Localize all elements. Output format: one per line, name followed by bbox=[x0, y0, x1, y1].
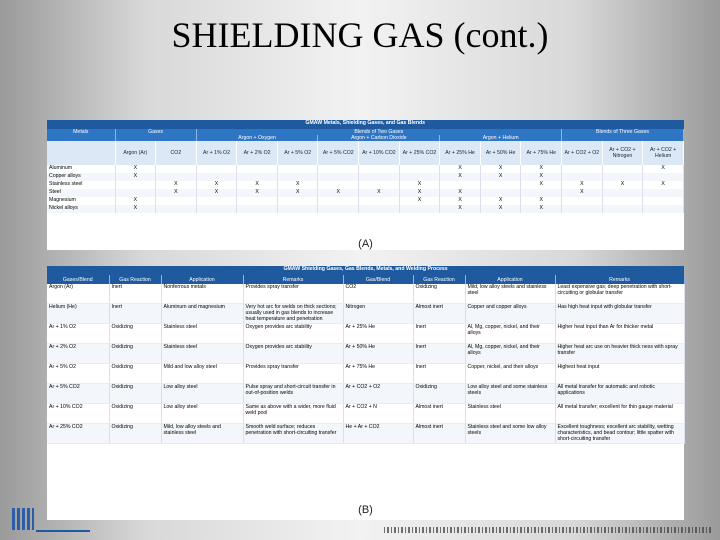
table-cell: Oxygen provides arc stability bbox=[243, 344, 343, 364]
compat-cell: X bbox=[480, 197, 521, 205]
table-a-caption: GMAW Metals, Shielding Gases, and Gas Blends bbox=[47, 120, 684, 129]
compat-cell bbox=[318, 165, 359, 173]
compat-cell: X bbox=[643, 181, 684, 189]
compat-cell bbox=[318, 173, 359, 181]
table-cell: Ar + 25% He bbox=[343, 324, 413, 344]
table-a-col-header: Ar + 5% O2 bbox=[277, 141, 318, 165]
compat-cell: X bbox=[399, 189, 440, 197]
table-cell: Same as above with a wider, more fluid weld pool bbox=[243, 404, 343, 424]
compat-cell bbox=[562, 165, 603, 173]
compat-cell: X bbox=[562, 189, 603, 197]
table-b-col-header: Gas/Blend bbox=[343, 275, 413, 284]
table-cell: Ar + 50% He bbox=[343, 344, 413, 364]
table-cell: Al, Mg, copper, nickel, and their alloys bbox=[465, 324, 555, 344]
compat-cell bbox=[196, 205, 237, 213]
table-cell: Mild and low alloy steel bbox=[161, 364, 243, 384]
compat-cell: X bbox=[480, 173, 521, 181]
table-cell: Ar + 1% O2 bbox=[47, 324, 109, 344]
table-b-column-headers bbox=[47, 275, 684, 284]
compat-cell bbox=[602, 205, 643, 213]
table-b-col-header: Application bbox=[161, 275, 243, 284]
compat-cell bbox=[359, 165, 400, 173]
gases-header: Gases bbox=[115, 129, 196, 135]
table-cell: Ar + 5% CO2 bbox=[47, 384, 109, 404]
compat-cell: X bbox=[480, 205, 521, 213]
metal-name: Nickel alloys bbox=[47, 205, 115, 213]
compat-cell bbox=[643, 205, 684, 213]
compat-cell bbox=[156, 173, 197, 181]
table-b-label: (B) bbox=[358, 504, 373, 516]
compat-cell bbox=[480, 189, 521, 197]
table-cell: Inert bbox=[413, 344, 465, 364]
table-cell: Oxidizing bbox=[109, 384, 161, 404]
compat-cell: X bbox=[440, 165, 481, 173]
metals-gases-table bbox=[47, 120, 684, 213]
compat-cell bbox=[602, 173, 643, 181]
compat-cell bbox=[643, 173, 684, 181]
table-cell: Stainless steel bbox=[465, 404, 555, 424]
table-cell: Low alloy steel bbox=[161, 384, 243, 404]
table-a-col-header: Ar + 5% CO2 bbox=[318, 141, 359, 165]
compat-cell: X bbox=[521, 173, 562, 181]
table-cell: Very hot arc for welds on thick sections; usually used in gas blends to increase heat temperature and penetration bbox=[243, 304, 343, 324]
slide-title: SHIELDING GAS (cont.) bbox=[171, 15, 549, 55]
table-cell: Provides spray transfer bbox=[243, 364, 343, 384]
compat-cell bbox=[643, 189, 684, 197]
table-a-col-header: Ar + 50% He bbox=[480, 141, 521, 165]
table-cell: Al, Mg, copper, nickel, and their alloys bbox=[465, 344, 555, 364]
table-row bbox=[47, 304, 684, 324]
table-cell: Excellent toughness; excellent arc stability, wetting characteristics, and bead contour; little spatter with short-circuiting transfer bbox=[555, 424, 684, 444]
compat-cell bbox=[602, 197, 643, 205]
compat-cell: X bbox=[440, 189, 481, 197]
table-cell: Stainless steel bbox=[161, 344, 243, 364]
compat-cell: X bbox=[156, 189, 197, 197]
compat-cell bbox=[399, 205, 440, 213]
argon-helium-header: Argon + Helium bbox=[440, 135, 562, 141]
table-row bbox=[47, 404, 684, 424]
compat-cell bbox=[359, 205, 400, 213]
compat-cell bbox=[399, 165, 440, 173]
table-cell: Copper, nickel, and their alloys bbox=[465, 364, 555, 384]
table-b-col-header: Gas Reaction bbox=[413, 275, 465, 284]
table-a-col-header: Ar + CO2 + Nitrogen bbox=[602, 141, 643, 165]
table-cell: Argon (Ar) bbox=[47, 284, 109, 304]
table-cell: Almost inert bbox=[413, 404, 465, 424]
table-a-col-header: CO2 bbox=[156, 141, 197, 165]
table-a-panel bbox=[47, 120, 684, 250]
compat-cell: X bbox=[399, 197, 440, 205]
compat-cell bbox=[115, 181, 156, 189]
compat-cell bbox=[196, 165, 237, 173]
table-cell: Oxidizing bbox=[413, 284, 465, 304]
compat-cell bbox=[237, 205, 278, 213]
argon-oxygen-header: Argon + Oxygen bbox=[196, 135, 318, 141]
table-b-caption: GMAW Shielding Gases, Gas Blends, Metals, and Welding Process bbox=[47, 266, 684, 275]
table-cell: Least expensive gas; deep penetration with short-circuiting or globular transfer bbox=[555, 284, 684, 304]
table-cell: Helium (He) bbox=[47, 304, 109, 324]
table-cell: Ar + 25% CO2 bbox=[47, 424, 109, 444]
compat-cell: X bbox=[156, 181, 197, 189]
metal-name: Copper alloys bbox=[47, 173, 115, 181]
table-cell: Almost inert bbox=[413, 304, 465, 324]
metals-header: Metals bbox=[47, 129, 115, 141]
table-a-col-header: Ar + 25% CO2 bbox=[399, 141, 440, 165]
two-gases-header: Blends of Two Gases bbox=[196, 129, 561, 135]
table-row bbox=[47, 324, 684, 344]
table-cell: Oxidizing bbox=[413, 384, 465, 404]
table-cell: Inert bbox=[413, 324, 465, 344]
table-row bbox=[47, 364, 684, 384]
compat-cell bbox=[359, 173, 400, 181]
compat-cell bbox=[277, 173, 318, 181]
table-row bbox=[47, 205, 684, 213]
table-cell: Nonferrous metals bbox=[161, 284, 243, 304]
table-a-label: (A) bbox=[358, 238, 373, 250]
compat-cell bbox=[156, 165, 197, 173]
table-cell: Stainless steel and some low alloy steels bbox=[465, 424, 555, 444]
compat-cell: X bbox=[237, 181, 278, 189]
table-cell: Ar + CO2 + N bbox=[343, 404, 413, 424]
table-cell: Ar + CO2 + O2 bbox=[343, 384, 413, 404]
compat-cell bbox=[318, 205, 359, 213]
compat-cell: X bbox=[318, 189, 359, 197]
compat-cell bbox=[318, 181, 359, 189]
compat-cell: X bbox=[399, 181, 440, 189]
compat-cell bbox=[115, 189, 156, 197]
argon-co2-header: Argon + Carbon Dioxide bbox=[318, 135, 440, 141]
compat-cell: X bbox=[562, 181, 603, 189]
table-cell: All metal transfer for automatic and robotic applications bbox=[555, 384, 684, 404]
table-cell: Oxidizing bbox=[109, 424, 161, 444]
table-cell: Higher heat arc use on heavier thick ness with spray transfer bbox=[555, 344, 684, 364]
table-cell: Copper and copper alloys bbox=[465, 304, 555, 324]
table-row bbox=[47, 344, 684, 364]
table-cell: Ar + 10% CO2 bbox=[47, 404, 109, 424]
compat-cell bbox=[196, 197, 237, 205]
table-cell: Oxidizing bbox=[109, 344, 161, 364]
table-cell: Ar + 5% O2 bbox=[47, 364, 109, 384]
compat-cell bbox=[277, 197, 318, 205]
table-a-col-header: Ar + 10% CO2 bbox=[359, 141, 400, 165]
compat-cell: X bbox=[521, 181, 562, 189]
compat-cell bbox=[643, 197, 684, 205]
compat-cell bbox=[237, 165, 278, 173]
compat-cell bbox=[237, 173, 278, 181]
table-cell: Aluminum and magnesium bbox=[161, 304, 243, 324]
compat-cell bbox=[318, 197, 359, 205]
compat-cell bbox=[480, 181, 521, 189]
compat-cell: X bbox=[521, 205, 562, 213]
table-cell: Inert bbox=[109, 284, 161, 304]
table-a-col-header: Ar + 2% O2 bbox=[237, 141, 278, 165]
table-cell: CO2 bbox=[343, 284, 413, 304]
table-cell: Higher heat input than Ar for thicker metal bbox=[555, 324, 684, 344]
table-cell: Stainless steel bbox=[161, 324, 243, 344]
publisher-logo bbox=[12, 506, 92, 532]
table-a-col-header: Ar + 1% O2 bbox=[196, 141, 237, 165]
table-row bbox=[47, 173, 684, 181]
table-cell: Inert bbox=[413, 364, 465, 384]
table-a-column-headers bbox=[47, 141, 684, 165]
logo-wordmark bbox=[36, 514, 90, 532]
table-row bbox=[47, 165, 684, 173]
compat-cell: X bbox=[602, 181, 643, 189]
table-cell: Provides spray transfer bbox=[243, 284, 343, 304]
three-gases-header: Blends of Three Gases bbox=[562, 129, 684, 141]
metal-name: Aluminum bbox=[47, 165, 115, 173]
compat-cell: X bbox=[115, 173, 156, 181]
table-cell: Oxygen provides arc stability bbox=[243, 324, 343, 344]
table-b-col-header: Gases/Blend bbox=[47, 275, 109, 284]
table-cell: Ar + 2% O2 bbox=[47, 344, 109, 364]
table-cell: Smooth weld surface; reduces penetration with short-circuiting transfer bbox=[243, 424, 343, 444]
compat-cell bbox=[277, 205, 318, 213]
compat-cell: X bbox=[643, 165, 684, 173]
footer-barcode-strip bbox=[384, 527, 712, 533]
table-a-col-header: Ar + CO2 + Helium bbox=[643, 141, 684, 165]
table-cell: Mild, low alloy steels and stainless steel bbox=[465, 284, 555, 304]
compat-cell: X bbox=[359, 189, 400, 197]
compat-cell bbox=[237, 197, 278, 205]
table-b-col-header: Application bbox=[465, 275, 555, 284]
table-cell: Pulse spray and short-circuit transfer in out-of-position welds bbox=[243, 384, 343, 404]
compat-cell: X bbox=[277, 181, 318, 189]
table-cell: Almost inert bbox=[413, 424, 465, 444]
table-a-col-header: Argon (Ar) bbox=[115, 141, 156, 165]
table-row bbox=[47, 284, 684, 304]
metal-name: Magnesium bbox=[47, 197, 115, 205]
compat-cell bbox=[562, 205, 603, 213]
compat-cell: X bbox=[440, 205, 481, 213]
table-row bbox=[47, 189, 684, 197]
table-row bbox=[47, 424, 684, 444]
table-a-col-header: Ar + 25% He bbox=[440, 141, 481, 165]
table-cell: Low alloy steel bbox=[161, 404, 243, 424]
compat-cell: X bbox=[521, 197, 562, 205]
compat-cell: X bbox=[440, 197, 481, 205]
compat-cell bbox=[602, 189, 643, 197]
compat-cell bbox=[277, 165, 318, 173]
compat-cell bbox=[562, 173, 603, 181]
table-cell: All metal transfer; excellent for thin gauge material bbox=[555, 404, 684, 424]
metal-name: Steel bbox=[47, 189, 115, 197]
compat-cell: X bbox=[115, 197, 156, 205]
table-cell: Inert bbox=[109, 304, 161, 324]
table-cell: Oxidizing bbox=[109, 324, 161, 344]
table-row bbox=[47, 384, 684, 404]
compat-cell bbox=[156, 197, 197, 205]
compat-cell: X bbox=[277, 189, 318, 197]
compat-cell: X bbox=[440, 173, 481, 181]
compat-cell bbox=[359, 197, 400, 205]
compat-cell bbox=[399, 173, 440, 181]
table-cell: Oxidizing bbox=[109, 404, 161, 424]
compat-cell: X bbox=[115, 205, 156, 213]
compat-cell bbox=[196, 173, 237, 181]
table-cell: Mild, low alloy steels and stainless steel bbox=[161, 424, 243, 444]
compat-cell: X bbox=[115, 165, 156, 173]
compat-cell: X bbox=[196, 181, 237, 189]
compat-cell bbox=[521, 189, 562, 197]
compat-cell bbox=[156, 205, 197, 213]
compat-cell: X bbox=[480, 165, 521, 173]
table-b-col-header: Remarks bbox=[555, 275, 684, 284]
compat-cell bbox=[359, 181, 400, 189]
table-cell: Low alloy steel and some stainless steels bbox=[465, 384, 555, 404]
gas-process-table bbox=[47, 266, 685, 444]
table-cell: Oxidizing bbox=[109, 364, 161, 384]
compat-cell: X bbox=[237, 189, 278, 197]
table-cell: Ar + 75% He bbox=[343, 364, 413, 384]
table-cell: Nitrogen bbox=[343, 304, 413, 324]
table-cell: Has high heat input with globular transfer bbox=[555, 304, 684, 324]
compat-cell: X bbox=[521, 165, 562, 173]
table-b-panel bbox=[47, 266, 684, 520]
table-a-col-header: Ar + 75% He bbox=[521, 141, 562, 165]
compat-cell bbox=[440, 181, 481, 189]
table-b-col-header: Remarks bbox=[243, 275, 343, 284]
metal-name: Stainless steel bbox=[47, 181, 115, 189]
table-b-col-header: Gas Reaction bbox=[109, 275, 161, 284]
table-row bbox=[47, 197, 684, 205]
compat-cell: X bbox=[196, 189, 237, 197]
table-cell: He + Ar + CO2 bbox=[343, 424, 413, 444]
table-row bbox=[47, 181, 684, 189]
table-cell: Highest heat input bbox=[555, 364, 684, 384]
compat-cell bbox=[602, 165, 643, 173]
compat-cell bbox=[562, 197, 603, 205]
logo-bars-icon bbox=[12, 508, 34, 530]
table-a-col-header: Ar + CO2 + O2 bbox=[562, 141, 603, 165]
